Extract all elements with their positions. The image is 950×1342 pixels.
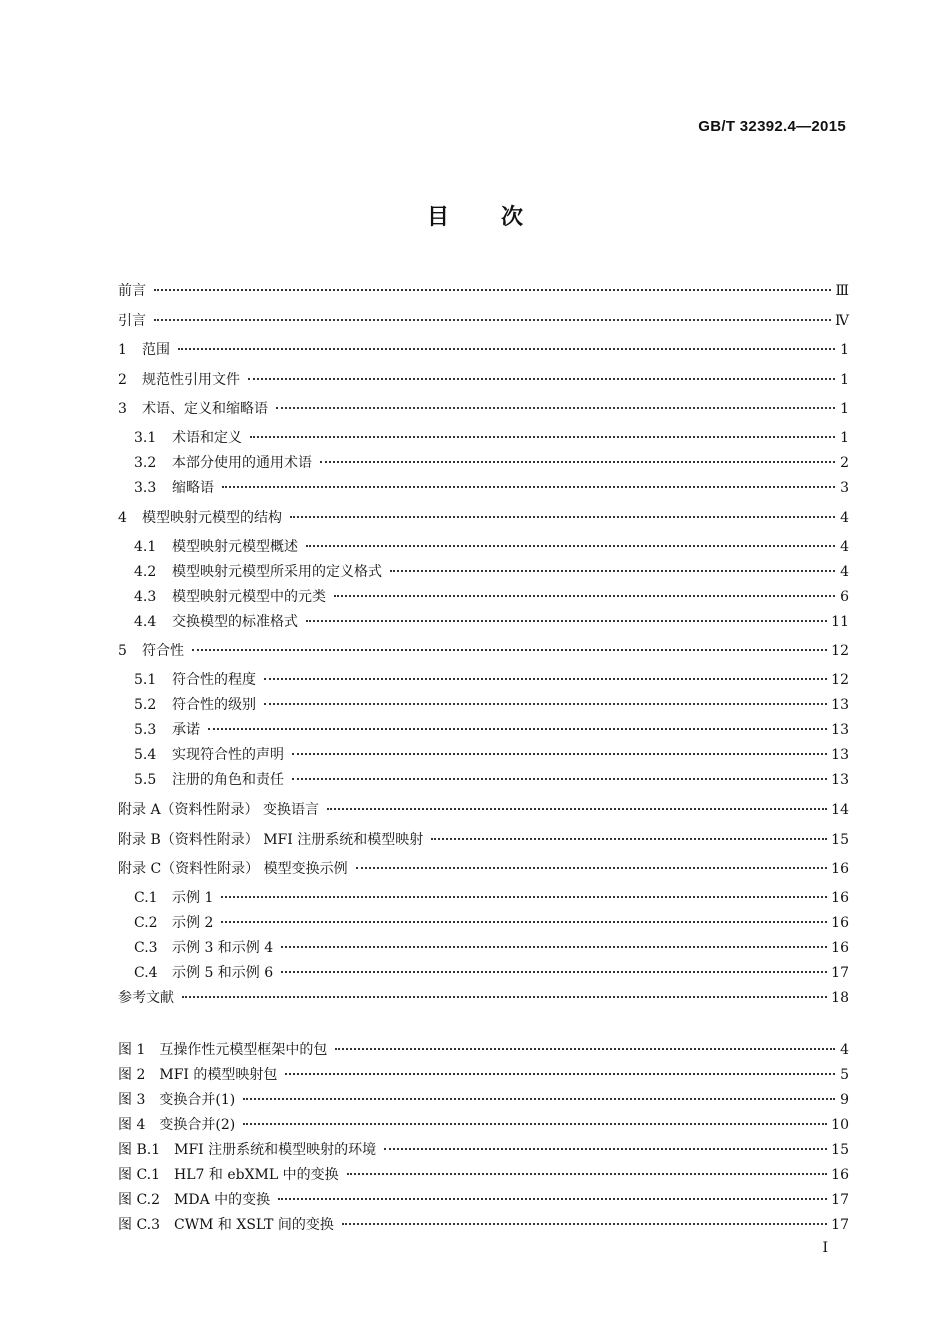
toc-entry-label: 术语、定义和缩略语	[142, 401, 268, 417]
figure-page: 16	[831, 1167, 849, 1183]
dot-leader	[347, 1173, 828, 1175]
dot-leader	[281, 946, 827, 948]
toc-entry-label: 符合性	[142, 643, 184, 659]
toc-entry-page: 15	[831, 832, 849, 848]
figure-number: 图 2	[118, 1067, 146, 1083]
dot-leader	[250, 436, 835, 438]
toc-entry[interactable]	[134, 587, 849, 607]
toc-entry[interactable]	[118, 508, 849, 528]
dot-leader	[431, 838, 827, 840]
toc-entry-label: 模型映射元模型的结构	[142, 510, 282, 526]
figure-number: 图 3	[118, 1092, 146, 1108]
figure-number: 图 C.1	[118, 1167, 161, 1183]
toc-entry-page: 16	[831, 915, 849, 931]
toc-entry-label: 术语和定义	[172, 430, 242, 446]
toc-entry-number: 1	[118, 342, 127, 358]
toc-entry-number: C.2	[134, 915, 158, 931]
toc-entry-label: 附录 B（资料性附录） MFI 注册系统和模型映射	[118, 832, 424, 848]
figure-page: 17	[831, 1192, 849, 1208]
toc-entry-label: 交换模型的标准格式	[172, 614, 298, 630]
toc-entry-page: 4	[840, 539, 849, 555]
figure-page: 9	[840, 1092, 849, 1108]
dot-leader	[320, 461, 835, 463]
figure-list-entry[interactable]	[118, 1115, 849, 1135]
toc-entry-label: 规范性引用文件	[142, 372, 240, 388]
toc-entry[interactable]	[134, 888, 849, 908]
toc-entry-label: 承诺	[172, 722, 200, 738]
figure-list-entry[interactable]	[118, 1090, 849, 1110]
dot-leader	[278, 1198, 827, 1200]
toc-entry[interactable]	[134, 478, 849, 498]
toc-entry-number: 4.1	[134, 539, 157, 555]
dot-leader	[292, 753, 827, 755]
toc-entry-label: 缩略语	[172, 480, 214, 496]
toc-entry[interactable]	[134, 913, 849, 933]
toc-entry-label: 前言	[118, 283, 146, 299]
toc-entry[interactable]	[134, 428, 849, 448]
toc-entry[interactable]	[134, 720, 849, 740]
toc-entry[interactable]	[118, 340, 849, 360]
toc-entry[interactable]	[134, 612, 849, 632]
toc-entry[interactable]	[118, 311, 849, 331]
toc-entry-number: 4.3	[134, 589, 157, 605]
toc-entry[interactable]	[134, 938, 849, 958]
dot-leader	[222, 486, 835, 488]
toc-entry-label: 范围	[142, 342, 170, 358]
toc-entry-number: C.1	[134, 890, 158, 906]
toc-entry[interactable]	[134, 745, 849, 765]
figure-label: MFI 注册系统和模型映射的环境	[174, 1142, 377, 1158]
dot-leader	[334, 595, 835, 597]
dot-leader	[248, 378, 835, 380]
page-number: I	[822, 1240, 828, 1256]
figure-number: 图 4	[118, 1117, 146, 1133]
dot-leader	[192, 649, 827, 651]
toc-entry[interactable]	[118, 370, 849, 390]
toc-entry-number: 5.3	[134, 722, 157, 738]
figure-label: MDA 中的变换	[174, 1192, 271, 1208]
toc-entry-number: 3.1	[134, 430, 157, 446]
page-title: 目次	[426, 205, 575, 230]
figure-list-entry[interactable]	[118, 1215, 849, 1235]
dot-leader	[335, 1048, 835, 1050]
toc-entry[interactable]	[118, 641, 849, 661]
toc-entry-number: 3	[118, 401, 127, 417]
dot-leader	[243, 1098, 835, 1100]
toc-entry[interactable]	[118, 399, 849, 419]
toc-entry[interactable]	[134, 770, 849, 790]
figure-list-entry[interactable]	[118, 1040, 849, 1060]
toc-entry-label: 注册的角色和责任	[172, 772, 284, 788]
dot-leader	[208, 728, 827, 730]
figure-list-entry[interactable]	[118, 1065, 849, 1085]
dot-leader	[327, 808, 827, 810]
figure-number: 图 1	[118, 1042, 146, 1058]
toc-entry-label: 示例 3 和示例 4	[172, 940, 274, 956]
toc-entry-page: 18	[831, 990, 849, 1006]
figure-number: 图 C.2	[118, 1192, 161, 1208]
figure-label: 变换合并(1)	[159, 1092, 236, 1108]
toc-entry[interactable]	[134, 695, 849, 715]
toc-entry-page: 4	[840, 564, 849, 580]
toc-entry-label: 示例 5 和示例 6	[172, 965, 274, 981]
figure-page: 4	[840, 1042, 849, 1058]
toc-entry[interactable]	[118, 988, 849, 1008]
dot-leader	[264, 678, 827, 680]
dot-leader	[281, 971, 827, 973]
dot-leader	[285, 1073, 835, 1075]
toc-entry-page: 1	[840, 342, 849, 358]
figure-number: 图 C.3	[118, 1217, 161, 1233]
toc-entry-page: 13	[831, 722, 849, 738]
toc-entry-page: 4	[840, 510, 849, 526]
dot-leader	[182, 996, 827, 998]
toc-entry-page: 17	[831, 965, 849, 981]
toc-entry-number: 5.2	[134, 697, 157, 713]
toc-entry-number: 2	[118, 372, 127, 388]
toc-entry-number: C.4	[134, 965, 158, 981]
figure-page: 10	[831, 1117, 849, 1133]
toc-entry-number: C.3	[134, 940, 158, 956]
dot-leader	[178, 348, 835, 350]
figure-label: CWM 和 XSLT 间的变换	[174, 1217, 334, 1233]
toc-entry-number: 5.1	[134, 672, 157, 688]
dot-leader	[290, 516, 835, 518]
toc-entry-number: 3.2	[134, 455, 157, 471]
dot-leader	[276, 407, 835, 409]
toc-entry[interactable]	[118, 281, 849, 301]
figure-number: 图 B.1	[118, 1142, 161, 1158]
dot-leader	[356, 867, 828, 869]
dot-leader	[154, 289, 831, 291]
toc-entry-page: 1	[840, 401, 849, 417]
toc-entry-number: 5.5	[134, 772, 157, 788]
toc-entry-page: 11	[831, 614, 849, 630]
toc-entry[interactable]	[134, 562, 849, 582]
toc-entry-page: 13	[831, 697, 849, 713]
toc-entry-number: 4.4	[134, 614, 157, 630]
toc-entry-number: 4.2	[134, 564, 157, 580]
dot-leader	[306, 545, 835, 547]
toc-entry-label: 符合性的程度	[172, 672, 256, 688]
toc-entry-page: 1	[840, 372, 849, 388]
toc-entry-page: 14	[831, 802, 849, 818]
toc-entry-label: 附录 C（资料性附录） 模型变换示例	[118, 861, 348, 877]
dot-leader	[384, 1148, 827, 1150]
toc-entry-number: 5.4	[134, 747, 157, 763]
toc-entry-number: 5	[118, 643, 127, 659]
toc-entry-page: 12	[831, 643, 849, 659]
figure-list-entry[interactable]	[118, 1165, 849, 1185]
toc-entry-label: 模型映射元模型概述	[172, 539, 298, 555]
toc-entry-page: 12	[831, 672, 849, 688]
dot-leader	[264, 703, 827, 705]
toc-entry-number: 3.3	[134, 480, 157, 496]
toc-entry-label: 模型映射元模型所采用的定义格式	[172, 564, 382, 580]
toc-entry-page: Ⅳ	[835, 313, 849, 329]
dot-leader	[243, 1123, 827, 1125]
figure-list-entry[interactable]	[118, 1190, 849, 1210]
figure-page: 5	[840, 1067, 849, 1083]
toc-entry-number: 4	[118, 510, 127, 526]
toc-entry-label: 示例 2	[172, 915, 214, 931]
toc-entry-page: 13	[831, 747, 849, 763]
dot-leader	[221, 921, 827, 923]
toc-entry[interactable]	[118, 859, 849, 879]
dot-leader	[390, 570, 835, 572]
toc-entry[interactable]	[134, 670, 849, 690]
figure-label: HL7 和 ebXML 中的变换	[174, 1167, 339, 1183]
toc-entry-label: 引言	[118, 313, 146, 329]
toc-entry[interactable]	[118, 800, 849, 820]
toc-entry-page: 6	[840, 589, 849, 605]
dot-leader	[221, 896, 827, 898]
dot-leader	[292, 778, 827, 780]
toc-entry-page: Ⅲ	[835, 283, 849, 299]
dot-leader	[154, 319, 831, 321]
dot-leader	[306, 620, 827, 622]
toc-entry-page: 13	[831, 772, 849, 788]
toc-entry-label: 示例 1	[172, 890, 214, 906]
toc-entry-page: 16	[831, 861, 849, 877]
toc-entry-label: 附录 A（资料性附录） 变换语言	[118, 802, 320, 818]
figure-label: 变换合并(2)	[159, 1117, 236, 1133]
toc-entry-page: 16	[831, 890, 849, 906]
toc-entry[interactable]	[134, 453, 849, 473]
toc-entry-label: 本部分使用的通用术语	[172, 455, 312, 471]
figure-page: 15	[831, 1142, 849, 1158]
dot-leader	[342, 1223, 827, 1225]
standard-code: GB/T 32392.4—2015	[698, 118, 846, 135]
toc-entry-page: 1	[840, 430, 849, 446]
figure-label: MFI 的模型映射包	[159, 1067, 278, 1083]
toc-entry[interactable]	[134, 963, 849, 983]
toc-entry[interactable]	[118, 830, 849, 850]
figure-page: 17	[831, 1217, 849, 1233]
toc-entry-label: 实现符合性的声明	[172, 747, 284, 763]
toc-entry-label: 模型映射元模型中的元类	[172, 589, 326, 605]
figure-list-entry[interactable]	[118, 1140, 849, 1160]
figure-label: 互操作性元模型框架中的包	[159, 1042, 328, 1058]
toc-entry-label: 参考文献	[118, 990, 174, 1006]
toc-entry-page: 2	[840, 455, 849, 471]
toc-entry-page: 16	[831, 940, 849, 956]
toc-entry-label: 符合性的级别	[172, 697, 256, 713]
toc-entry[interactable]	[134, 537, 849, 557]
toc-entry-page: 3	[840, 480, 849, 496]
